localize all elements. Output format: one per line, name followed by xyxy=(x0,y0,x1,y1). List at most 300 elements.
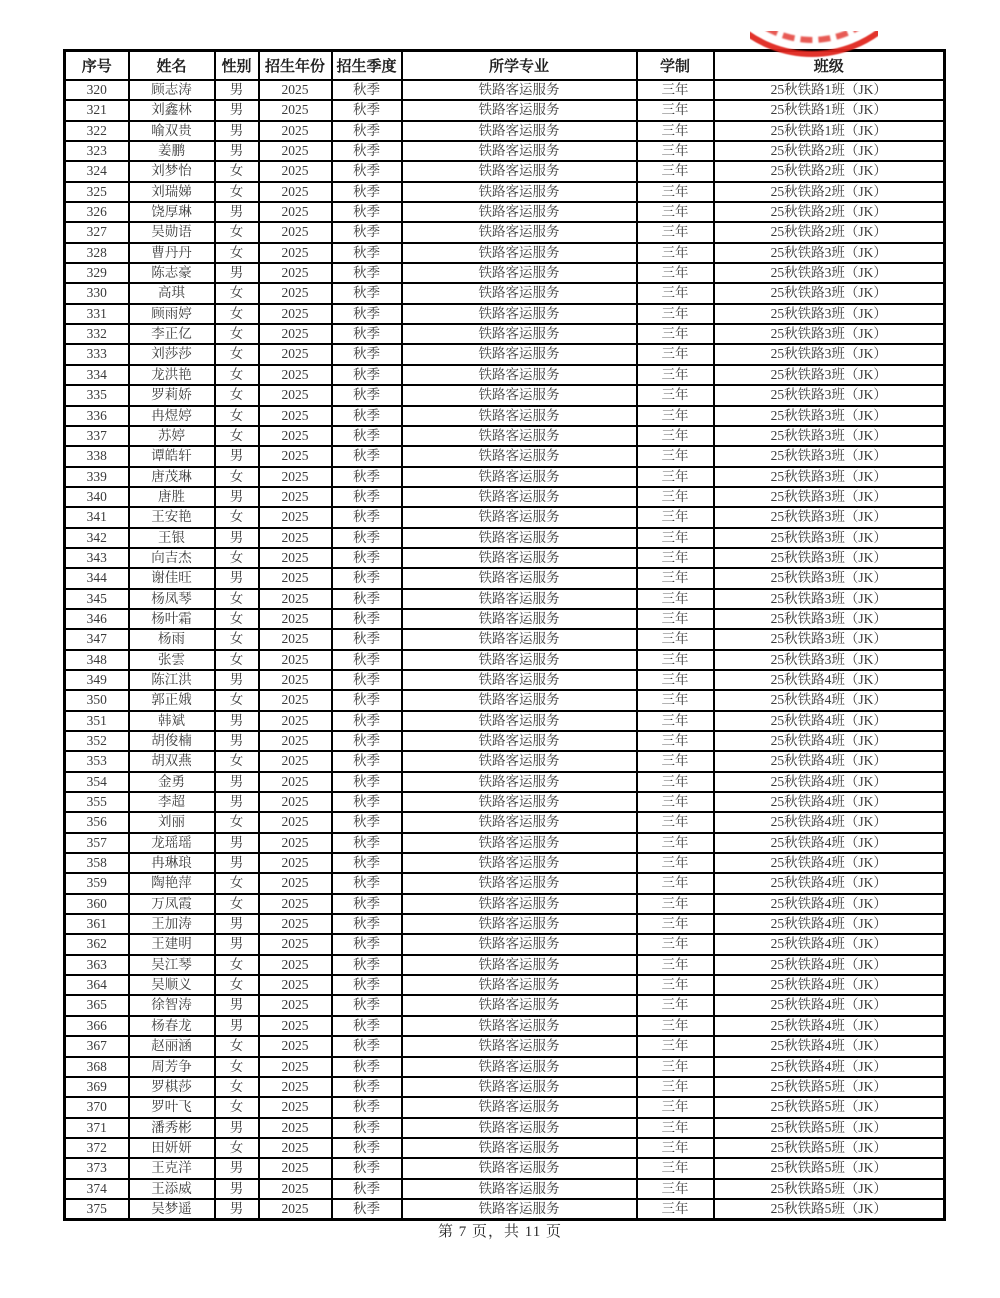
table-cell: 25秋铁路3班（JK） xyxy=(714,568,945,588)
table-cell: 女 xyxy=(215,426,259,446)
table-row xyxy=(65,222,945,242)
table-cell: 358 xyxy=(65,853,129,873)
table-cell: 363 xyxy=(65,955,129,975)
table-cell: 秋季 xyxy=(332,609,402,629)
table-cell: 秋季 xyxy=(332,833,402,853)
table-cell: 男 xyxy=(215,141,259,161)
table-row xyxy=(65,406,945,426)
table-cell: 秋季 xyxy=(332,100,402,120)
table-cell: 秋季 xyxy=(332,914,402,934)
table-cell: 秋季 xyxy=(332,731,402,751)
table-cell: 秋季 xyxy=(332,812,402,832)
table-cell: 三年 xyxy=(637,80,714,100)
table-cell: 25秋铁路5班（JK） xyxy=(714,1118,945,1138)
table-row xyxy=(65,650,945,670)
table-cell: 秋季 xyxy=(332,385,402,405)
table-cell: 2025 xyxy=(259,548,332,568)
table-cell: 陈志豪 xyxy=(129,263,215,283)
table-cell: 357 xyxy=(65,833,129,853)
table-cell: 373 xyxy=(65,1158,129,1178)
table-cell: 铁路客运服务 xyxy=(402,975,637,995)
table-cell: 女 xyxy=(215,283,259,303)
table-cell: 韩斌 xyxy=(129,711,215,731)
table-cell: 铁路客运服务 xyxy=(402,894,637,914)
table-cell: 秋季 xyxy=(332,467,402,487)
table-cell: 337 xyxy=(65,426,129,446)
table-cell: 三年 xyxy=(637,426,714,446)
table-cell: 秋季 xyxy=(332,1016,402,1036)
table-cell: 赵丽涵 xyxy=(129,1036,215,1056)
table-cell: 2025 xyxy=(259,731,332,751)
table-cell: 男 xyxy=(215,792,259,812)
table-cell: 三年 xyxy=(637,812,714,832)
table-cell: 徐智涛 xyxy=(129,995,215,1015)
table-cell: 2025 xyxy=(259,894,332,914)
table-cell: 375 xyxy=(65,1199,129,1220)
table-cell: 25秋铁路4班（JK） xyxy=(714,853,945,873)
table-cell: 秋季 xyxy=(332,1158,402,1178)
table-cell: 张雲 xyxy=(129,650,215,670)
table-cell: 25秋铁路1班（JK） xyxy=(714,100,945,120)
table-cell: 350 xyxy=(65,690,129,710)
table-cell: 25秋铁路5班（JK） xyxy=(714,1138,945,1158)
table-cell: 2025 xyxy=(259,650,332,670)
table-cell: 2025 xyxy=(259,670,332,690)
table-cell: 2025 xyxy=(259,812,332,832)
table-cell: 男 xyxy=(215,1016,259,1036)
table-cell: 25秋铁路3班（JK） xyxy=(714,344,945,364)
table-row xyxy=(65,100,945,120)
table-cell: 351 xyxy=(65,711,129,731)
table-cell: 三年 xyxy=(637,141,714,161)
table-cell: 25秋铁路5班（JK） xyxy=(714,1158,945,1178)
table-cell: 2025 xyxy=(259,711,332,731)
table-row xyxy=(65,487,945,507)
table-cell: 356 xyxy=(65,812,129,832)
table-cell: 秋季 xyxy=(332,873,402,893)
table-cell: 2025 xyxy=(259,914,332,934)
table-cell: 胡双燕 xyxy=(129,751,215,771)
table-cell: 秋季 xyxy=(332,934,402,954)
table-row xyxy=(65,467,945,487)
table-cell: 秋季 xyxy=(332,670,402,690)
table-cell: 铁路客运服务 xyxy=(402,751,637,771)
table-cell: 男 xyxy=(215,263,259,283)
table-cell: 25秋铁路5班（JK） xyxy=(714,1199,945,1220)
table-cell: 唐茂琳 xyxy=(129,467,215,487)
table-cell: 三年 xyxy=(637,467,714,487)
table-cell: 女 xyxy=(215,1057,259,1077)
table-cell: 陈江洪 xyxy=(129,670,215,690)
table-cell: 25秋铁路3班（JK） xyxy=(714,528,945,548)
table-cell: 铁路客运服务 xyxy=(402,182,637,202)
table-cell: 三年 xyxy=(637,487,714,507)
table-cell: 367 xyxy=(65,1036,129,1056)
table-cell: 三年 xyxy=(637,222,714,242)
table-cell: 胡俊楠 xyxy=(129,731,215,751)
table-cell: 25秋铁路3班（JK） xyxy=(714,589,945,609)
table-cell: 三年 xyxy=(637,772,714,792)
table-cell: 341 xyxy=(65,507,129,527)
table-cell: 顾雨婷 xyxy=(129,304,215,324)
table-cell: 三年 xyxy=(637,161,714,181)
table-cell: 25秋铁路4班（JK） xyxy=(714,1016,945,1036)
table-cell: 三年 xyxy=(637,283,714,303)
table-cell: 372 xyxy=(65,1138,129,1158)
table-cell: 2025 xyxy=(259,426,332,446)
table-cell: 冉琳琅 xyxy=(129,853,215,873)
table-cell: 三年 xyxy=(637,568,714,588)
table-cell: 女 xyxy=(215,1138,259,1158)
table-cell: 铁路客运服务 xyxy=(402,1057,637,1077)
table-cell: 25秋铁路3班（JK） xyxy=(714,487,945,507)
table-row xyxy=(65,304,945,324)
table-cell: 铁路客运服务 xyxy=(402,528,637,548)
table-cell: 2025 xyxy=(259,182,332,202)
table-row xyxy=(65,283,945,303)
table-cell: 2025 xyxy=(259,202,332,222)
table-cell: 三年 xyxy=(637,1036,714,1056)
table-cell: 男 xyxy=(215,995,259,1015)
table-cell: 2025 xyxy=(259,487,332,507)
table-cell: 25秋铁路4班（JK） xyxy=(714,812,945,832)
table-cell: 向吉杰 xyxy=(129,548,215,568)
table-cell: 25秋铁路3班（JK） xyxy=(714,507,945,527)
table-row xyxy=(65,751,945,771)
table-row xyxy=(65,731,945,751)
table-cell: 女 xyxy=(215,467,259,487)
table-cell: 三年 xyxy=(637,629,714,649)
table-cell: 25秋铁路3班（JK） xyxy=(714,650,945,670)
table-cell: 刘莎莎 xyxy=(129,344,215,364)
table-cell: 25秋铁路4班（JK） xyxy=(714,995,945,1015)
table-cell: 男 xyxy=(215,568,259,588)
table-cell: 2025 xyxy=(259,243,332,263)
table-cell: 秋季 xyxy=(332,406,402,426)
table-cell: 25秋铁路3班（JK） xyxy=(714,243,945,263)
table-row xyxy=(65,690,945,710)
table-row xyxy=(65,1036,945,1056)
table-cell: 2025 xyxy=(259,344,332,364)
table-cell: 339 xyxy=(65,467,129,487)
table-cell: 秋季 xyxy=(332,182,402,202)
table-cell: 三年 xyxy=(637,121,714,141)
table-cell: 金勇 xyxy=(129,772,215,792)
table-cell: 348 xyxy=(65,650,129,670)
table-row xyxy=(65,873,945,893)
table-cell: 铁路客运服务 xyxy=(402,283,637,303)
table-row xyxy=(65,1077,945,1097)
table-row xyxy=(65,141,945,161)
table-cell: 25秋铁路5班（JK） xyxy=(714,1077,945,1097)
table-cell: 刘瑞娣 xyxy=(129,182,215,202)
table-cell: 25秋铁路4班（JK） xyxy=(714,955,945,975)
table-cell: 男 xyxy=(215,1199,259,1220)
table-cell: 355 xyxy=(65,792,129,812)
table-cell: 秋季 xyxy=(332,141,402,161)
table-cell: 铁路客运服务 xyxy=(402,406,637,426)
table-cell: 男 xyxy=(215,487,259,507)
table-row xyxy=(65,1158,945,1178)
table-cell: 364 xyxy=(65,975,129,995)
table-cell: 铁路客运服务 xyxy=(402,1118,637,1138)
table-row xyxy=(65,426,945,446)
table-row xyxy=(65,385,945,405)
table-cell: 25秋铁路4班（JK） xyxy=(714,873,945,893)
table-row xyxy=(65,670,945,690)
table-cell: 刘丽 xyxy=(129,812,215,832)
table-cell: 女 xyxy=(215,222,259,242)
table-cell: 2025 xyxy=(259,975,332,995)
table-cell: 320 xyxy=(65,80,129,100)
table-cell: 陶艳萍 xyxy=(129,873,215,893)
table-cell: 2025 xyxy=(259,1077,332,1097)
table-cell: 25秋铁路3班（JK） xyxy=(714,365,945,385)
table-cell: 秋季 xyxy=(332,528,402,548)
table-cell: 男 xyxy=(215,1179,259,1199)
table-cell: 铁路客运服务 xyxy=(402,344,637,364)
table-cell: 铁路客运服务 xyxy=(402,121,637,141)
table-cell: 三年 xyxy=(637,670,714,690)
table-row xyxy=(65,202,945,222)
table-cell: 353 xyxy=(65,751,129,771)
table-cell: 2025 xyxy=(259,873,332,893)
table-cell: 铁路客运服务 xyxy=(402,304,637,324)
table-cell: 三年 xyxy=(637,751,714,771)
table-cell: 铁路客运服务 xyxy=(402,772,637,792)
table-cell: 秋季 xyxy=(332,650,402,670)
table-cell: 三年 xyxy=(637,385,714,405)
table-cell: 唐胜 xyxy=(129,487,215,507)
table-cell: 三年 xyxy=(637,853,714,873)
table-cell: 女 xyxy=(215,1077,259,1097)
table-cell: 25秋铁路3班（JK） xyxy=(714,548,945,568)
table-cell: 三年 xyxy=(637,609,714,629)
table-cell: 铁路客运服务 xyxy=(402,141,637,161)
table-cell: 25秋铁路2班（JK） xyxy=(714,161,945,181)
table-row xyxy=(65,1016,945,1036)
table-cell: 2025 xyxy=(259,406,332,426)
column-header-duration: 学制 xyxy=(637,51,714,81)
table-cell: 2025 xyxy=(259,365,332,385)
table-cell: 饶厚琳 xyxy=(129,202,215,222)
table-row xyxy=(65,629,945,649)
table-cell: 三年 xyxy=(637,711,714,731)
column-header-index: 序号 xyxy=(65,51,129,81)
table-cell: 秋季 xyxy=(332,568,402,588)
table-cell: 铁路客运服务 xyxy=(402,161,637,181)
table-cell: 男 xyxy=(215,731,259,751)
table-row xyxy=(65,1118,945,1138)
table-cell: 男 xyxy=(215,446,259,466)
table-cell: 姜鹏 xyxy=(129,141,215,161)
table-cell: 男 xyxy=(215,772,259,792)
table-cell: 368 xyxy=(65,1057,129,1077)
table-cell: 秋季 xyxy=(332,1118,402,1138)
table-cell: 女 xyxy=(215,894,259,914)
table-cell: 秋季 xyxy=(332,772,402,792)
table-cell: 女 xyxy=(215,589,259,609)
table-row xyxy=(65,995,945,1015)
table-cell: 2025 xyxy=(259,751,332,771)
table-cell: 女 xyxy=(215,182,259,202)
table-cell: 25秋铁路4班（JK） xyxy=(714,833,945,853)
table-cell: 杨凤琴 xyxy=(129,589,215,609)
table-row xyxy=(65,243,945,263)
table-cell: 三年 xyxy=(637,100,714,120)
table-cell: 三年 xyxy=(637,406,714,426)
table-row xyxy=(65,161,945,181)
table-row xyxy=(65,121,945,141)
table-cell: 龙瑶瑶 xyxy=(129,833,215,853)
table-cell: 2025 xyxy=(259,1097,332,1117)
table-cell: 346 xyxy=(65,609,129,629)
table-cell: 2025 xyxy=(259,1179,332,1199)
table-row xyxy=(65,548,945,568)
table-cell: 三年 xyxy=(637,365,714,385)
table-cell: 三年 xyxy=(637,548,714,568)
column-header-class: 班级 xyxy=(714,51,945,81)
table-cell: 2025 xyxy=(259,283,332,303)
table-cell: 25秋铁路4班（JK） xyxy=(714,772,945,792)
table-cell: 王建明 xyxy=(129,934,215,954)
table-cell: 秋季 xyxy=(332,283,402,303)
table-cell: 女 xyxy=(215,243,259,263)
table-row xyxy=(65,833,945,853)
table-cell: 25秋铁路4班（JK） xyxy=(714,975,945,995)
table-cell: 三年 xyxy=(637,690,714,710)
table-cell: 三年 xyxy=(637,873,714,893)
table-cell: 铁路客运服务 xyxy=(402,365,637,385)
table-cell: 2025 xyxy=(259,934,332,954)
table-cell: 男 xyxy=(215,914,259,934)
table-cell: 铁路客运服务 xyxy=(402,1036,637,1056)
table-cell: 25秋铁路2班（JK） xyxy=(714,222,945,242)
table-cell: 铁路客运服务 xyxy=(402,609,637,629)
table-cell: 352 xyxy=(65,731,129,751)
table-cell: 340 xyxy=(65,487,129,507)
table-cell: 2025 xyxy=(259,528,332,548)
table-cell: 铁路客运服务 xyxy=(402,833,637,853)
table-cell: 三年 xyxy=(637,1097,714,1117)
table-cell: 2025 xyxy=(259,690,332,710)
table-cell: 347 xyxy=(65,629,129,649)
table-row xyxy=(65,1138,945,1158)
table-cell: 女 xyxy=(215,690,259,710)
table-cell: 25秋铁路4班（JK） xyxy=(714,751,945,771)
table-cell: 铁路客运服务 xyxy=(402,914,637,934)
table-cell: 王添威 xyxy=(129,1179,215,1199)
table-cell: 371 xyxy=(65,1118,129,1138)
table-cell: 秋季 xyxy=(332,751,402,771)
table-cell: 男 xyxy=(215,670,259,690)
table-row xyxy=(65,1199,945,1220)
table-cell: 三年 xyxy=(637,243,714,263)
table-cell: 三年 xyxy=(637,894,714,914)
table-cell: 25秋铁路3班（JK） xyxy=(714,263,945,283)
table-cell: 2025 xyxy=(259,955,332,975)
table-cell: 325 xyxy=(65,182,129,202)
table-cell: 秋季 xyxy=(332,263,402,283)
table-cell: 333 xyxy=(65,344,129,364)
table-cell: 铁路客运服务 xyxy=(402,202,637,222)
table-row xyxy=(65,955,945,975)
table-cell: 铁路客运服务 xyxy=(402,670,637,690)
table-cell: 铁路客运服务 xyxy=(402,629,637,649)
table-cell: 三年 xyxy=(637,1158,714,1178)
table-cell: 铁路客运服务 xyxy=(402,853,637,873)
table-cell: 三年 xyxy=(637,833,714,853)
table-cell: 苏婷 xyxy=(129,426,215,446)
table-cell: 25秋铁路3班（JK） xyxy=(714,406,945,426)
table-cell: 女 xyxy=(215,650,259,670)
table-cell: 女 xyxy=(215,609,259,629)
table-cell: 2025 xyxy=(259,222,332,242)
table-cell: 女 xyxy=(215,161,259,181)
table-cell: 2025 xyxy=(259,995,332,1015)
table-cell: 铁路客运服务 xyxy=(402,955,637,975)
table-cell: 铁路客运服务 xyxy=(402,792,637,812)
table-cell: 女 xyxy=(215,507,259,527)
table-cell: 铁路客运服务 xyxy=(402,812,637,832)
table-cell: 三年 xyxy=(637,1118,714,1138)
table-cell: 女 xyxy=(215,751,259,771)
table-cell: 三年 xyxy=(637,792,714,812)
table-cell: 25秋铁路4班（JK） xyxy=(714,914,945,934)
table-cell: 三年 xyxy=(637,344,714,364)
table-cell: 25秋铁路3班（JK） xyxy=(714,324,945,344)
table-cell: 362 xyxy=(65,934,129,954)
table-cell: 秋季 xyxy=(332,995,402,1015)
table-cell: 343 xyxy=(65,548,129,568)
table-cell: 铁路客运服务 xyxy=(402,80,637,100)
table-cell: 田妍妍 xyxy=(129,1138,215,1158)
table-cell: 罗棋莎 xyxy=(129,1077,215,1097)
table-row xyxy=(65,772,945,792)
table-header-row xyxy=(65,51,945,81)
table-cell: 秋季 xyxy=(332,1057,402,1077)
table-row xyxy=(65,812,945,832)
table-cell: 吴勋语 xyxy=(129,222,215,242)
table-cell: 女 xyxy=(215,385,259,405)
table-row xyxy=(65,792,945,812)
table-cell: 334 xyxy=(65,365,129,385)
table-cell: 三年 xyxy=(637,955,714,975)
table-cell: 秋季 xyxy=(332,711,402,731)
table-cell: 328 xyxy=(65,243,129,263)
table-cell: 秋季 xyxy=(332,344,402,364)
table-cell: 2025 xyxy=(259,568,332,588)
table-cell: 铁路客运服务 xyxy=(402,100,637,120)
column-header-gender: 性别 xyxy=(215,51,259,81)
table-cell: 女 xyxy=(215,812,259,832)
table-cell: 女 xyxy=(215,304,259,324)
table-cell: 秋季 xyxy=(332,324,402,344)
table-row xyxy=(65,1097,945,1117)
table-cell: 秋季 xyxy=(332,365,402,385)
table-cell: 三年 xyxy=(637,507,714,527)
table-cell: 2025 xyxy=(259,1199,332,1220)
table-cell: 25秋铁路3班（JK） xyxy=(714,304,945,324)
table-row xyxy=(65,507,945,527)
table-cell: 秋季 xyxy=(332,894,402,914)
table-cell: 秋季 xyxy=(332,1199,402,1220)
table-cell: 女 xyxy=(215,629,259,649)
student-roster-table xyxy=(63,49,946,1221)
table-cell: 338 xyxy=(65,446,129,466)
table-cell: 327 xyxy=(65,222,129,242)
table-row xyxy=(65,182,945,202)
